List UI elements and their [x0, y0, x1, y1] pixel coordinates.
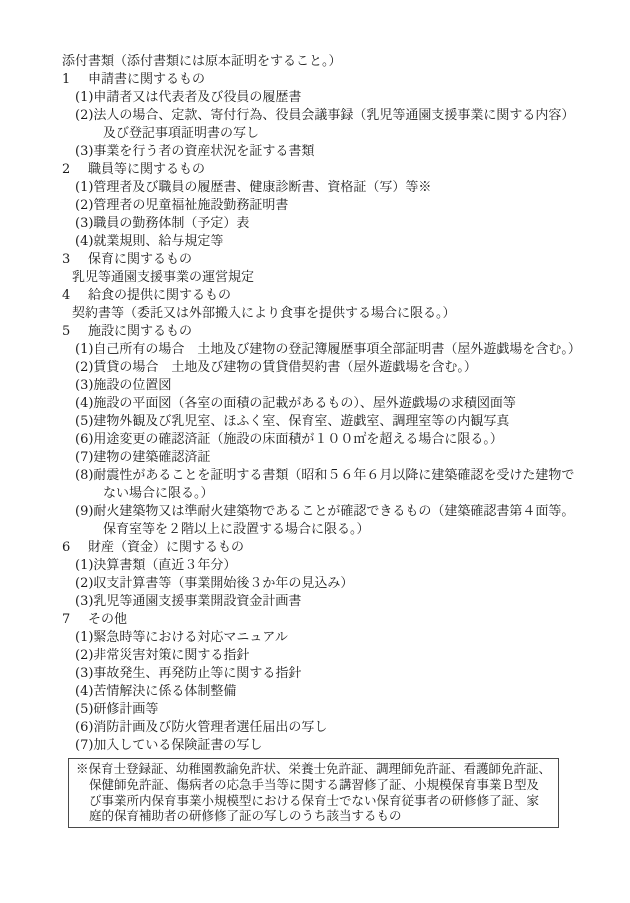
section-number: 3	[62, 252, 71, 267]
document-content	[62, 53, 610, 828]
note-line: び事業所内保育事業小規模型における保育士でない保育従事者の研修修了証、家	[89, 792, 540, 808]
list-item: (3)施設の位置図	[75, 378, 172, 393]
section-heading	[62, 323, 610, 341]
list-item: (3)事業を行う者の資産状況を証する書類	[75, 144, 315, 159]
list-item: (1)自己所有の場合 土地及び建物の登記簿履歴事項全部証明書（屋外遊戯場を含む。）	[75, 342, 581, 357]
section-heading	[62, 71, 610, 89]
list-item: (2)収支計算書等（事業開始後３か年の見込み）	[75, 576, 354, 591]
section-number: 7	[62, 612, 71, 627]
section-number: 6	[62, 540, 71, 555]
section-title: 施設に関するもの	[88, 324, 193, 339]
list-item: (2)賃貸の場合 土地及び建物の賃貸借契約書（屋外遊戯場を含む。）	[75, 360, 477, 375]
list-item: (4)就業規則、給与規定等	[75, 234, 224, 249]
section-title: その他	[88, 612, 128, 627]
section-heading	[62, 251, 610, 269]
section-heading	[62, 161, 610, 179]
list-item: (5)研修計画等	[75, 702, 159, 717]
section-title: 職員等に関するもの	[88, 162, 206, 177]
list-item: (6)用途変更の確認済証（施設の床面積が１００㎡を超える場合に限る。）	[75, 432, 503, 447]
list-item: (4)苦情解決に係る体制整備	[75, 684, 237, 699]
list-item: (8)耐震性があることを証明する書類（昭和５６年６月以降に建築確認を受けた建物で	[75, 468, 575, 483]
section-number: 5	[62, 324, 71, 339]
section-title: 保育に関するもの	[88, 252, 193, 267]
section-heading	[62, 287, 610, 305]
list-item: (9)耐火建築物又は準耐火建築物であることが確認できるもの（建築確認書第４面等。	[75, 504, 575, 519]
list-item: 及び登記事項証明書の写し	[103, 126, 260, 141]
list-item: (3)乳児等通園支援事業開設資金計画書	[75, 594, 302, 609]
section-title: 財産（資金）に関するもの	[88, 540, 245, 555]
list-item: 保育室等を２階以上に設置する場合に限る。）	[103, 522, 370, 537]
list-item: (4)施設の平面図（各室の面積の記載があるもの）、屋外遊戯場の求積図面等	[75, 396, 516, 411]
list-item: 契約書等（委託又は外部搬入により食事を提供する場合に限る。）	[72, 306, 456, 321]
list-item: ない場合に限る。）	[103, 486, 214, 501]
note-line: ※保育士登録証、幼稚園教諭免許状、栄養士免許証、調理師免許証、看護師免許証、	[76, 761, 552, 776]
list-item: (7)建物の建築確認済証	[75, 450, 211, 465]
list-item: (2)法人の場合、定款、寄付行為、役員会議事録（乳児等通園支援事業に関する内容）	[75, 108, 575, 123]
list-item: (2)管理者の児童福祉施設勤務証明書	[75, 198, 289, 213]
section-number: 2	[62, 162, 71, 177]
section-number: 4	[62, 288, 71, 303]
note-line: 庭的保育補助者の研修修了証の写しのうち該当するもの	[89, 808, 402, 824]
document-body	[62, 71, 610, 755]
document-title: 添付書類（添付書類には原本証明をすること。）	[62, 54, 342, 69]
list-item: (1)決算書類（直近３年分）	[75, 558, 237, 573]
list-item: (2)非常災害対策に関する指針	[75, 648, 250, 663]
list-item: (5)建物外観及び乳児室、ほふく室、保育室、遊戯室、調理室等の内観写真	[75, 414, 510, 429]
list-item: (1)申請者又は代表者及び役員の履歴書	[75, 90, 302, 105]
list-item: 乳児等通園支援事業の運営規定	[72, 270, 255, 285]
note-box	[68, 758, 559, 828]
list-item: (3)職員の勤務体制（予定）表	[75, 216, 250, 231]
section-title: 給食の提供に関するもの	[88, 288, 232, 303]
list-item: (1)緊急時等における対応マニュアル	[75, 630, 288, 645]
section-title: 申請書に関するもの	[88, 72, 206, 87]
section-heading	[62, 611, 610, 629]
list-item: (1)管理者及び職員の履歴書、健康診断書、資格証（写）等※	[75, 180, 432, 195]
list-item: (6)消防計画及び防火管理者選任届出の写し	[75, 720, 328, 735]
note-line: 保健師免許証、傷病者の応急手当等に関する講習修了証、小規模保育事業Ｂ型及	[89, 776, 540, 792]
list-item: (7)加入している保険証書の写し	[75, 738, 263, 753]
list-item: (3)事故発生、再発防止等に関する指針	[75, 666, 302, 681]
section-number: 1	[62, 72, 71, 87]
section-heading	[62, 539, 610, 557]
